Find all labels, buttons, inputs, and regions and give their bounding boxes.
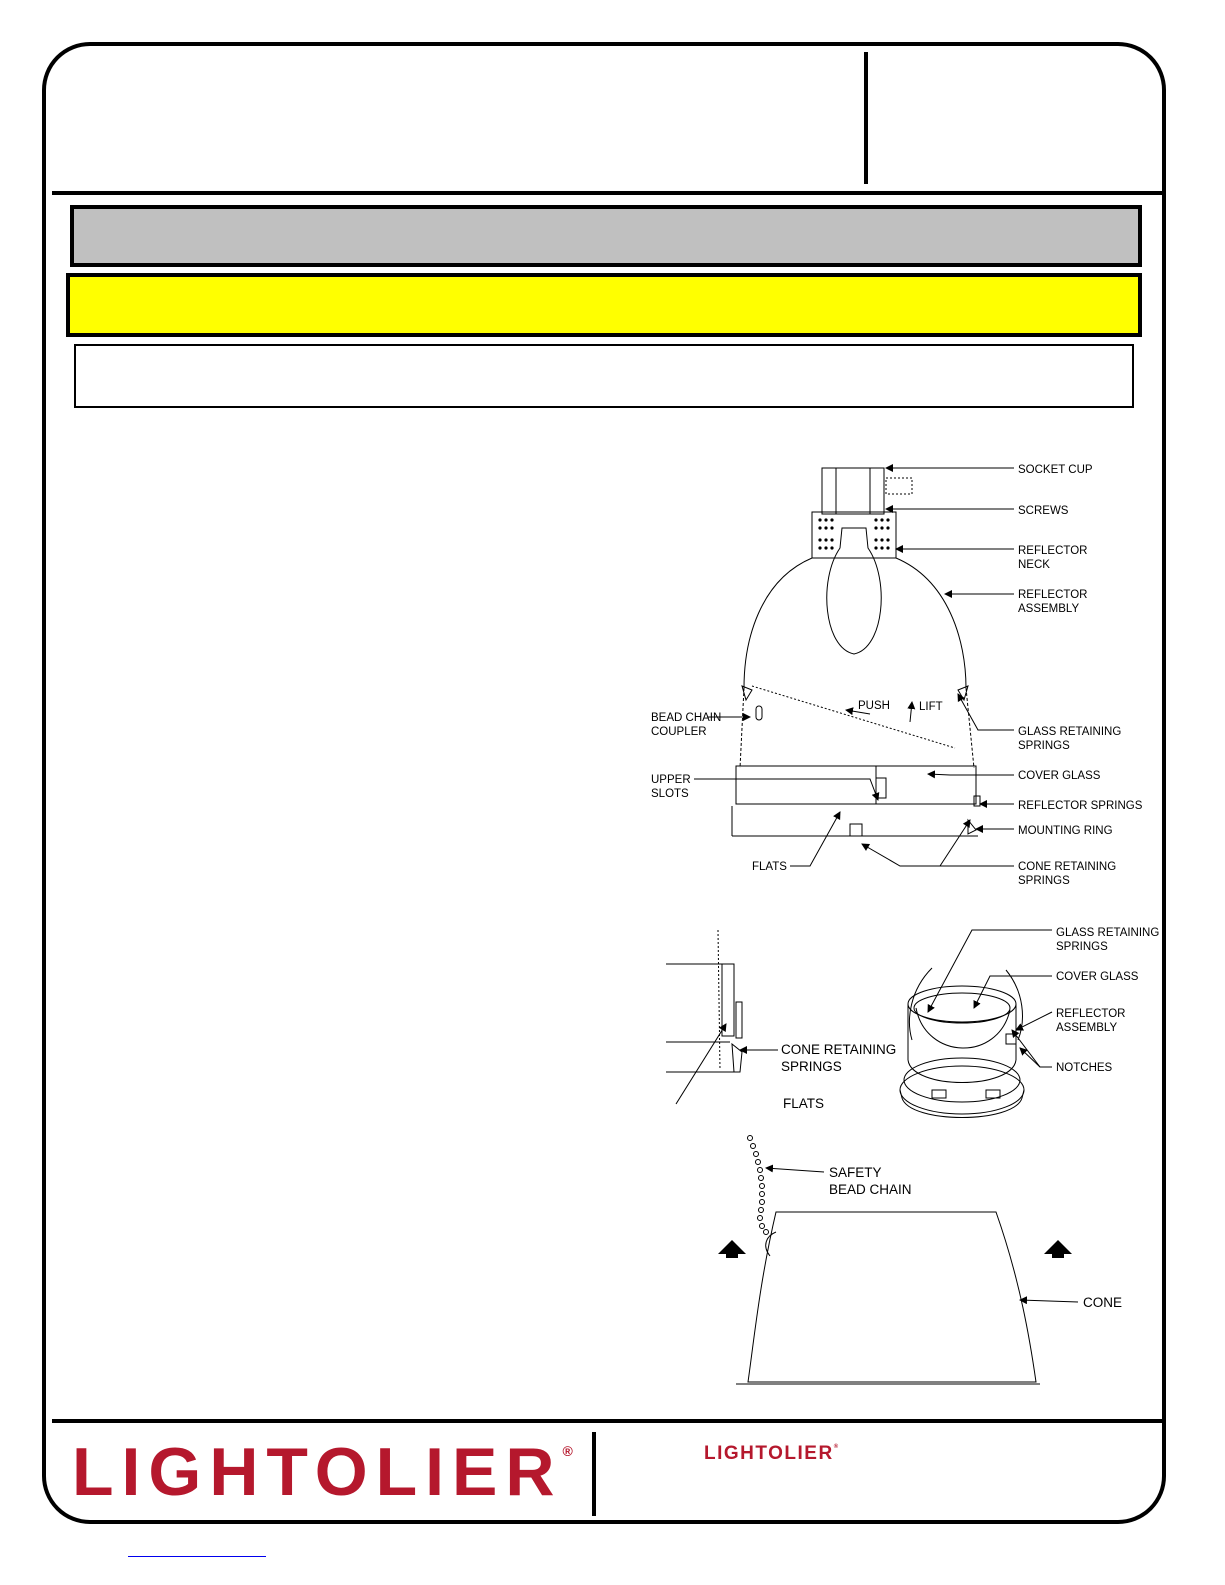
label-reflector-neck-1: REFLECTOR [1018, 545, 1088, 557]
label-lift: LIFT [919, 701, 943, 713]
socket-cup-drawing [822, 468, 884, 514]
label-reflector-neck-2: NECK [1018, 559, 1050, 571]
figure-reflector-assembly [732, 468, 980, 836]
up-arrow-icon [718, 1240, 746, 1258]
bead-chain-drawing [748, 1136, 769, 1235]
lightolier-logo-large [72, 1434, 573, 1510]
footer-link-underline[interactable] [128, 1556, 266, 1557]
label-upper-slots-2: SLOTS [651, 788, 689, 800]
lamp-drawing [827, 528, 881, 654]
logo-small-text: LIGHTOLIER [704, 1443, 834, 1464]
label-reflector-assembly-2: ASSEMBLY [1018, 603, 1080, 615]
label-fig2-cover-glass: COVER GLASS [1056, 971, 1139, 983]
label-fig2-reflector-assembly-1: REFLECTOR [1056, 1008, 1126, 1020]
registered-mark: ® [562, 1443, 573, 1459]
label-glass-retaining-springs-1: GLASS RETAINING [1018, 726, 1122, 738]
label-glass-retaining-springs-2: SPRINGS [1018, 740, 1070, 752]
label-safety-bead-chain-1: SAFETY [829, 1165, 882, 1180]
figure-spring-detail [666, 930, 742, 1072]
label-push: PUSH [858, 700, 890, 712]
figure-cone [736, 1136, 1040, 1385]
registered-mark-small: ® [833, 1444, 839, 1450]
label-cone-retaining-springs-1: CONE RETAINING [1018, 861, 1117, 873]
label-bead-chain-coupler-1: BEAD CHAIN [651, 712, 722, 724]
label-bead-chain-coupler-2: COUPLER [651, 726, 707, 738]
label-cone: CONE [1083, 1295, 1123, 1310]
figure1-labels [651, 464, 1143, 887]
label-fig2-glass-retaining-springs-2: SPRINGS [1056, 941, 1108, 953]
cover-glass-drawing [752, 686, 955, 748]
label-reflector-springs: REFLECTOR SPRINGS [1018, 800, 1143, 812]
lightolier-logo-small [704, 1444, 838, 1463]
label-fig2-notches: NOTCHES [1056, 1062, 1113, 1074]
label-reflector-assembly-1: REFLECTOR [1018, 589, 1088, 601]
figure2-perspective-labels [1056, 927, 1159, 1074]
label-fig2-glass-retaining-springs-1: GLASS RETAINING [1056, 927, 1160, 939]
logo-large-text: LIGHTOLIER [72, 1434, 563, 1510]
label-safety-bead-chain-2: BEAD CHAIN [829, 1182, 912, 1197]
figure2-side-labels [781, 1042, 896, 1111]
label-flats: FLATS [752, 861, 787, 873]
label-fig2-cone-retaining-springs-2: SPRINGS [781, 1059, 842, 1074]
label-screws: SCREWS [1018, 505, 1069, 517]
reflector-dome-drawing [744, 558, 812, 688]
label-upper-slots-1: UPPER [651, 774, 691, 786]
label-mounting-ring: MOUNTING RING [1018, 825, 1113, 837]
label-cover-glass: COVER GLASS [1018, 770, 1101, 782]
up-arrow-icon [1044, 1240, 1072, 1258]
figure3-labels [829, 1165, 1122, 1310]
reflector-neck-drawing [812, 512, 896, 558]
label-fig2-reflector-assembly-2: ASSEMBLY [1056, 1022, 1118, 1034]
label-fig2-cone-retaining-springs-1: CONE RETAINING [781, 1042, 897, 1057]
label-fig2-flats: FLATS [783, 1096, 825, 1111]
cone-drawing [748, 1212, 1036, 1382]
mounting-ring-drawing [736, 766, 976, 804]
label-cone-retaining-springs-2: SPRINGS [1018, 875, 1070, 887]
label-socket-cup: SOCKET CUP [1018, 464, 1093, 476]
figure-perspective-assembly [900, 968, 1024, 1118]
